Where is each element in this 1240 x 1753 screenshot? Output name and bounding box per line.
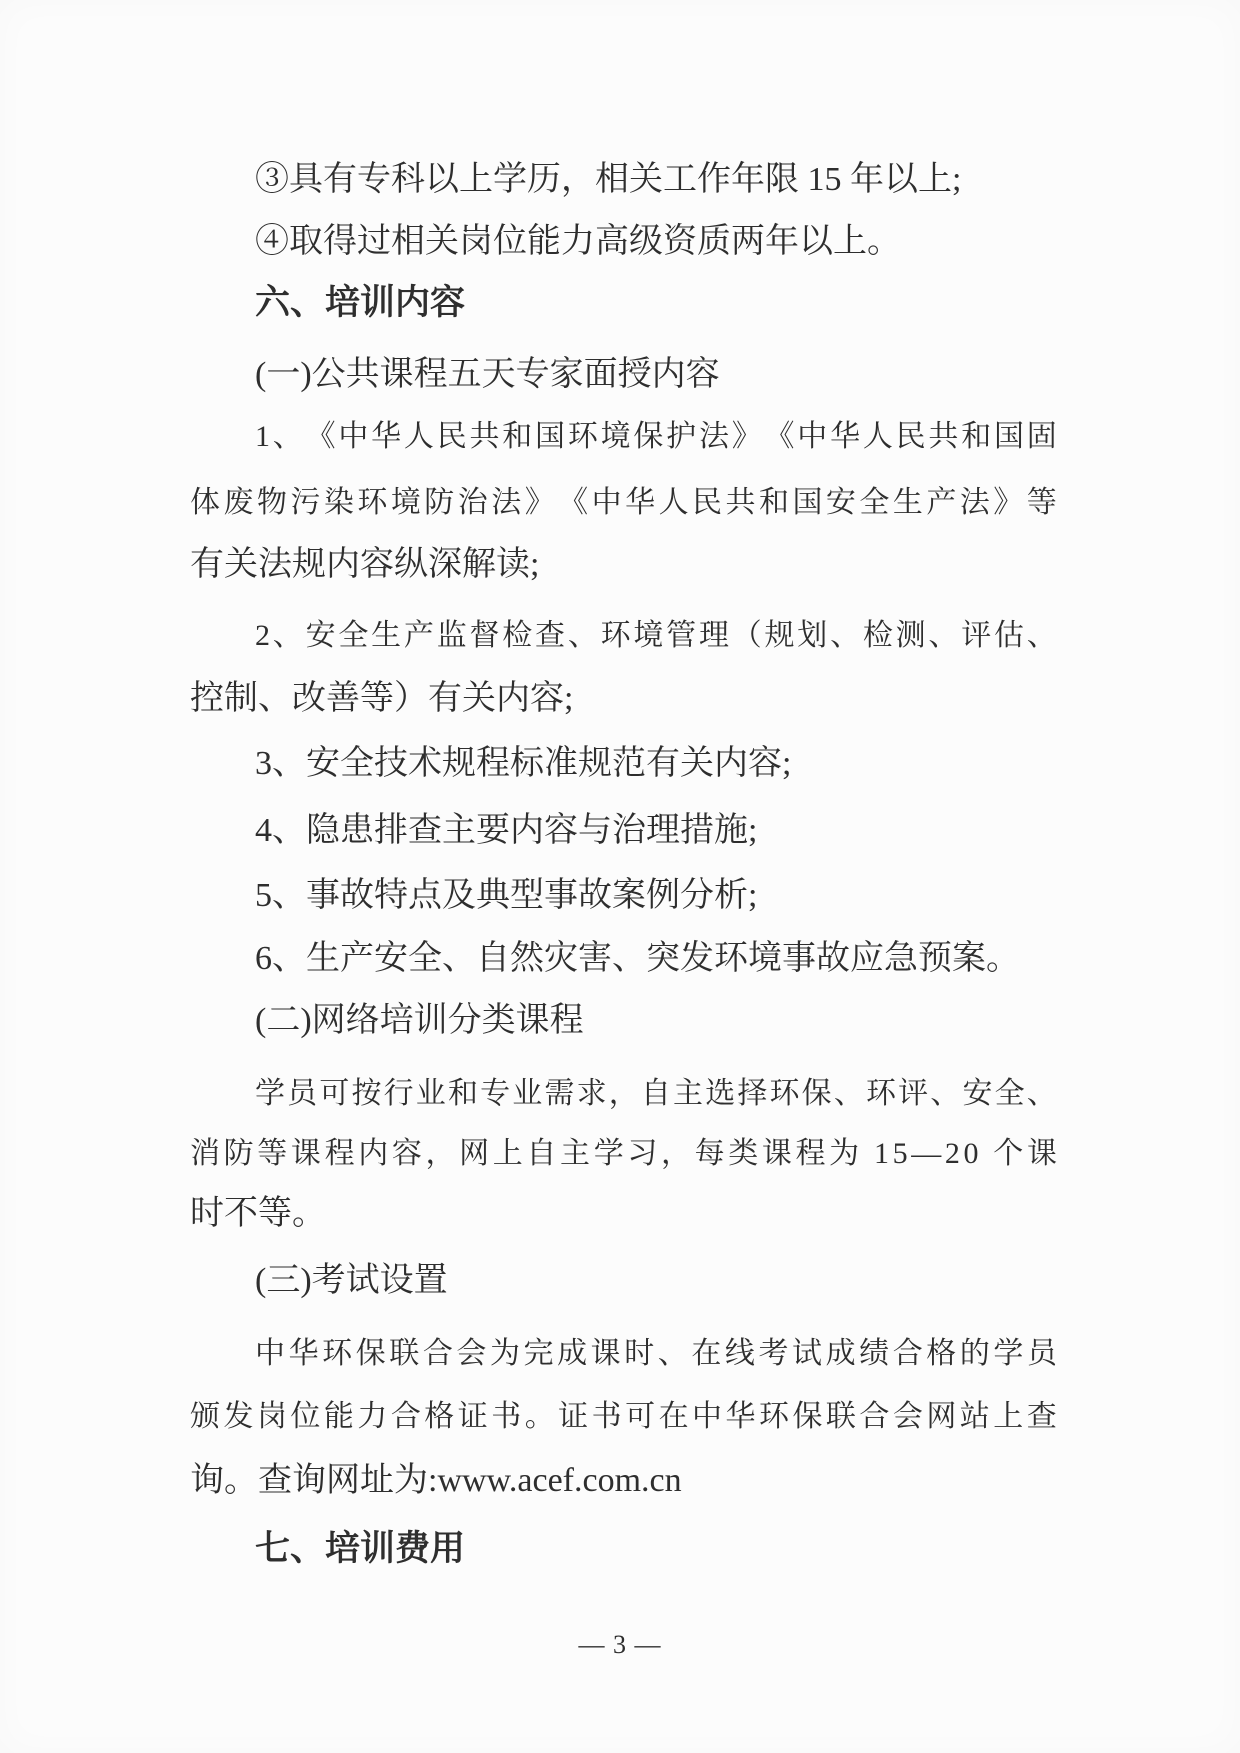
text-line-item6: 6、生产安全、自然灾害、突发环境事故应急预案。 (255, 940, 1020, 977)
subsection-heading-2: (二)网络培训分类课程 (255, 1002, 584, 1039)
text-line-item3: 3、安全技术规程标准规范有关内容; (255, 745, 792, 782)
text-line-qualification-3: ③具有专科以上学历，相关工作年限 15 年以上; (255, 161, 962, 198)
page-number: — 3 — (578, 1630, 662, 1659)
text-line-item2-a: 2 、 安 全 生 产 监 督 检 查 、 环 境 管 理 （ 规 划 、 检 测 、 评 估 、 (255, 619, 1057, 652)
section-heading-7-training-fee: 七、培训费用 (255, 1529, 466, 1568)
text-line-qualification-4: ④取得过相关岗位能力高级资质两年以上。 (255, 223, 901, 260)
text-line-item1-b: 体 废 物 污 染 环 境 防 治 法 》 《 中 华 人 民 共 和 国 安 全 生 产 法 》 等 (190, 486, 1057, 519)
text-line-item2-b: 控制、改善等）有关内容; (190, 680, 574, 717)
text-line-online-a: 学 员 可 按 行 业 和 专 业 需 求 ， 自 主 选 择 环 保 、 环 评 、 安 全 、 (255, 1077, 1057, 1110)
subsection-heading-1: (一)公共课程五天专家面授内容 (255, 356, 720, 393)
section-heading-6-training-content: 六、培训内容 (255, 283, 466, 322)
text-line-item1-c: 有关法规内容纵深解读; (190, 546, 540, 583)
text-line-item5: 5、事故特点及典型事故案例分析; (255, 877, 758, 914)
text-line-item4: 4、隐患排查主要内容与治理措施; (255, 812, 758, 849)
text-line-exam-c-website: 询。查询网址为:www.acef.com.cn (190, 1462, 682, 1499)
text-line-exam-a: 中 华 环 保 联 合 会 为 完 成 课 时 、 在 线 考 试 成 绩 合 格 的 学 员 (255, 1337, 1057, 1370)
text-line-exam-b: 颁 发 岗 位 能 力 合 格 证 书 。 证 书 可 在 中 华 环 保 联 合 会 网 站 上 查 (190, 1400, 1057, 1433)
subsection-heading-3: (三)考试设置 (255, 1262, 448, 1299)
text-line-online-b: 消 防 等 课 程 内 容 ， 网 上 自 主 学 习 ， 每 类 课 程 为 1 5 — 2 0 个 课 (190, 1137, 1057, 1170)
text-line-item1-a: 1 、 《 中 华 人 民 共 和 国 环 境 保 护 法 》 《 中 华 人 民 共 和 国 固 (255, 420, 1057, 453)
text-line-online-c: 时不等。 (190, 1195, 326, 1232)
